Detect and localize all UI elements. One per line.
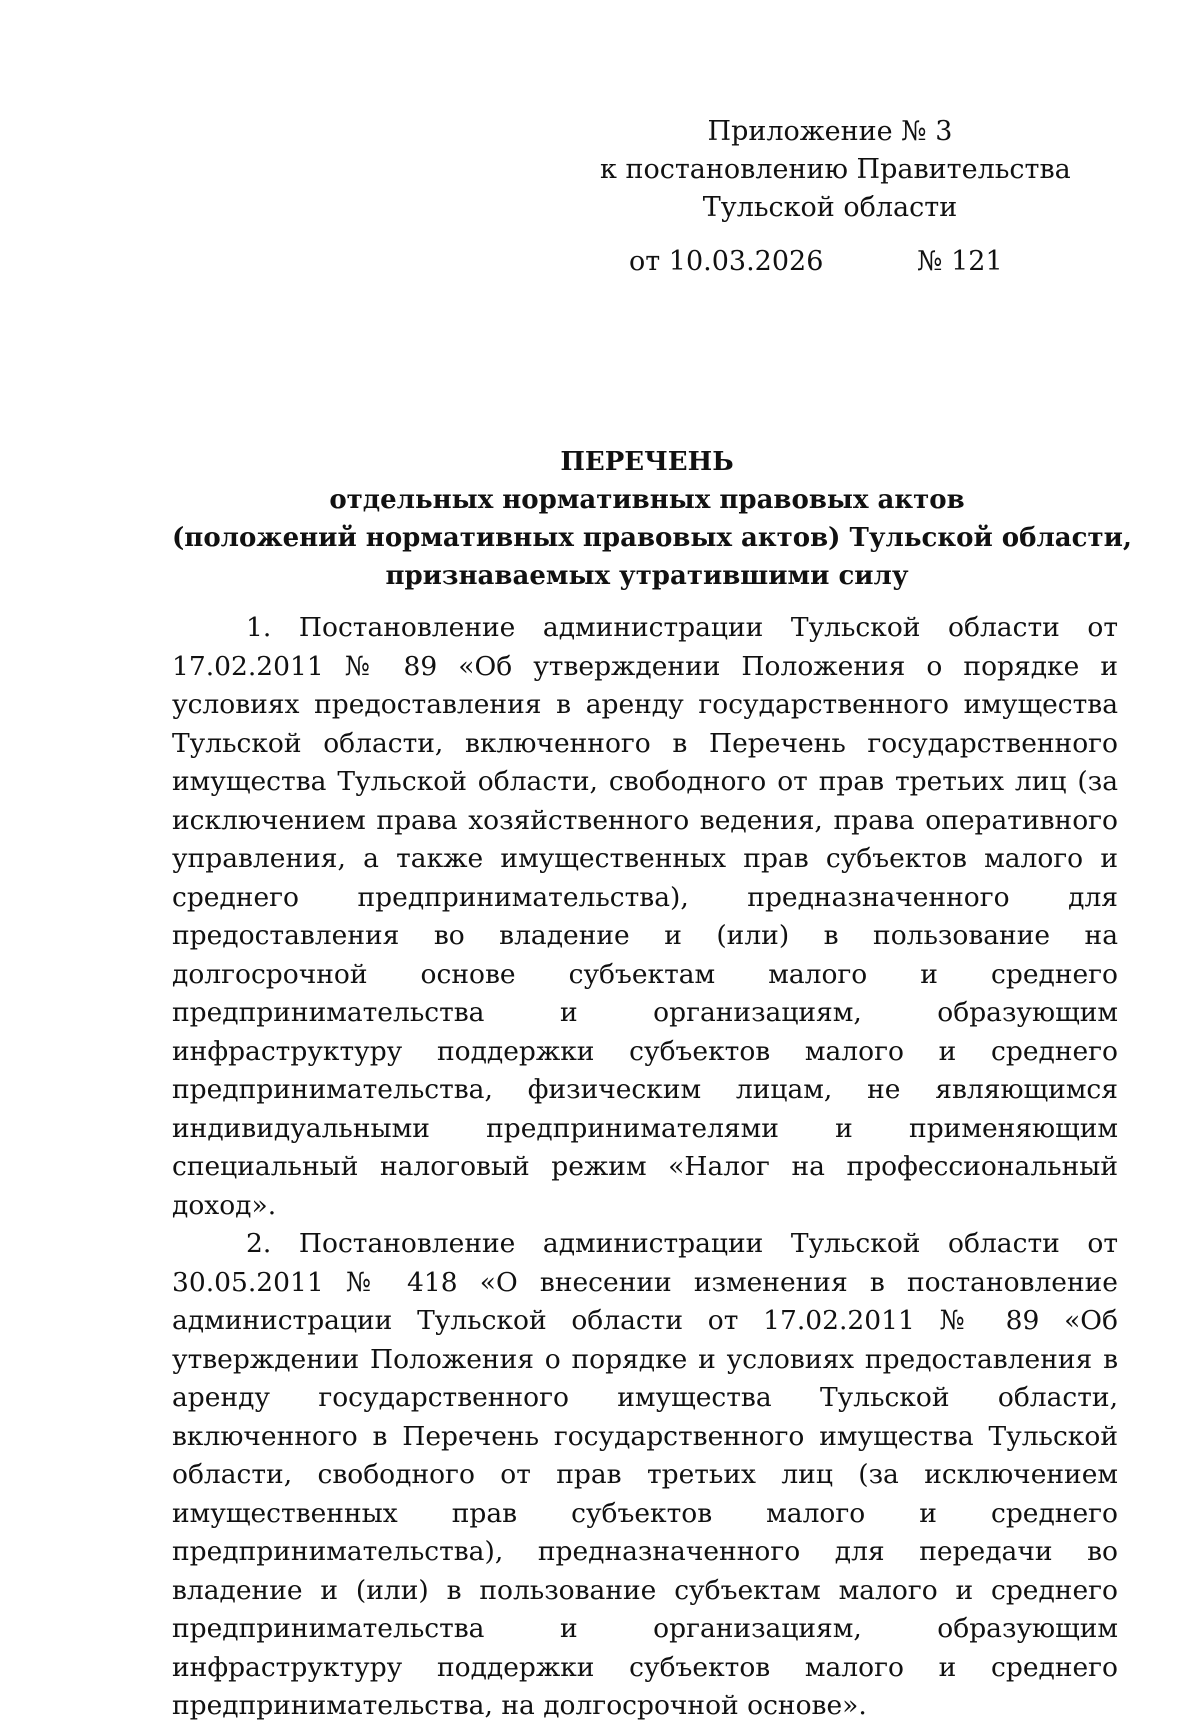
resolution-number: № 121 [917,246,1003,277]
heading-line-4: признаваемых утратившими силу [385,561,909,591]
list-item-2: 2. Постановление администрации Тульской области от 30.05.2011 № 418 «О внесении изменения в постановление администрации Тульской области от 17.02.2011 № 89 «Об утверждении Положения о порядке и условиях предоставления в аренду государственного имущества Тульской области, включенного в Перечень государственного имущества Тульской области, свободного от прав третьих лиц (за исключением имущественных прав субъектов малого и среднего предпринимательства), предназначенного для передачи во владение и (или) в пользование субъектам малого и среднего предпринимательства и организациям, образующим инфраструктуру поддержки субъектов малого и среднего предпринимательства, на долгосрочной основе». [172,1228,1118,1721]
document-heading [172,443,1132,595]
heading-line-3: (положений нормативных правовых актов) Тульской области, [172,523,1132,553]
appendix-resolution-ref: к постановлению Правительства [600,154,1071,185]
heading-title: ПЕРЕЧЕНЬ [560,447,734,477]
heading-line-2: отдельных нормативных правовых актов [329,485,965,515]
appendix-region: Тульской области [702,192,958,223]
appendix-block [600,113,1071,227]
resolution-date: от 10.03.2026 [629,246,824,277]
document-body [172,609,1118,1726]
list-item-1: 1. Постановление администрации Тульской области от 17.02.2011 № 89 «Об утверждении Положения о порядке и условиях предоставления в аренду государственного имущества Тульской области, включенного в Перечень государственного имущества Тульской области, свободного от прав третьих лиц (за исключением права хозяйственного ведения, права оперативного управления, а также имущественных прав субъектов малого и среднего предпринимательства), предназначенного для предоставления во владение и (или) в пользование на долгосрочной основе субъектам малого и среднего предпринимательства и организациям, образующим инфраструктуру поддержки субъектов малого и среднего предпринимательства, физическим лицам, не являющимся индивидуальными предпринимателями и применяющим специальный налоговый режим «Налог на профессиональный доход». [172,612,1118,1221]
appendix-number: Приложение № 3 [707,116,953,147]
